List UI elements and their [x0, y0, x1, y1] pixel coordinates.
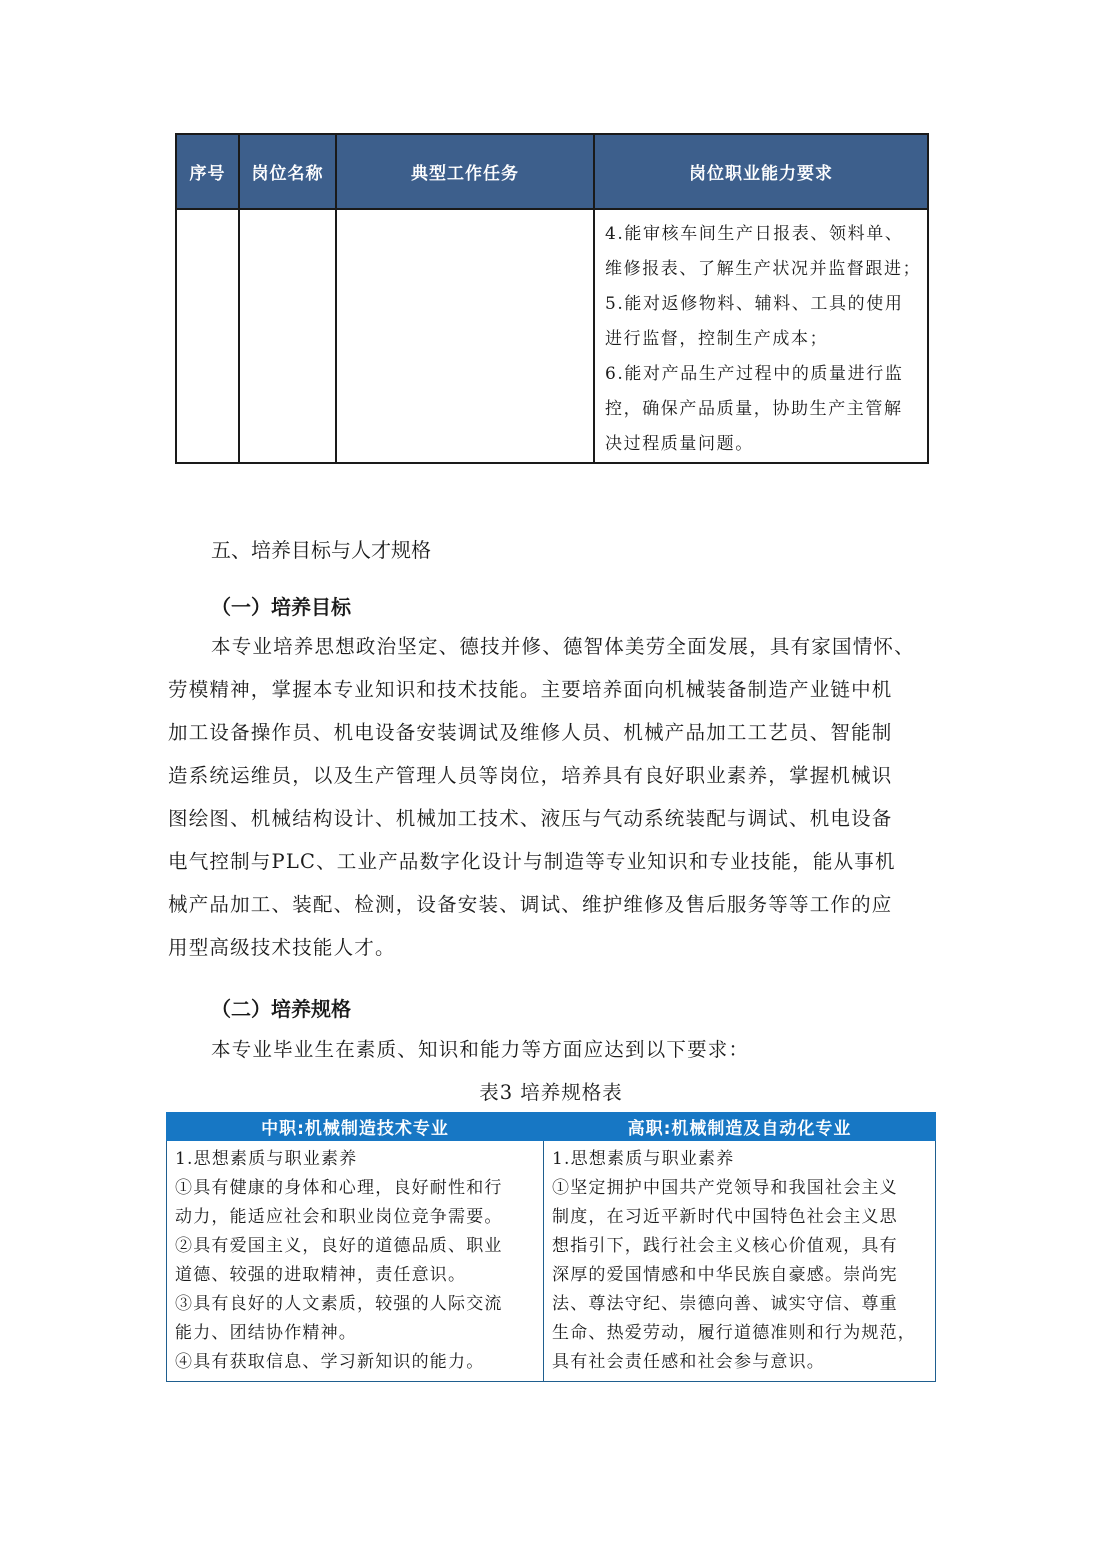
spec-line: 能力、团结协作精神。	[175, 1323, 357, 1343]
cell-number	[176, 209, 239, 463]
requirement-line: 决过程质量问题。	[605, 434, 754, 454]
spec-line: 法、尊法守纪、崇德向善、诚实守信、尊重	[552, 1294, 898, 1314]
spec-line: ①具有健康的身体和心理，良好耐性和行	[175, 1178, 503, 1198]
goal-heading: （一）培养目标	[211, 595, 351, 619]
goal-paragraph	[168, 625, 938, 969]
spec-line: 生命、热爱劳动，履行道德准则和行为规范，	[552, 1323, 916, 1343]
requirement-line: 5.能对返修物料、辅料、工具的使用	[605, 294, 904, 314]
col-header-higher: 高职:机械制造及自动化专业	[544, 1113, 936, 1141]
paragraph-line: 造系统运维员，以及生产管理人员等岗位，培养具有良好职业素养，掌握机械识	[168, 764, 893, 787]
col-header-position: 岗位名称	[239, 134, 336, 209]
col-header-requirements: 岗位职业能力要求	[594, 134, 928, 209]
requirement-line: 维修报表、了解生产状况并监督跟进；	[605, 259, 922, 279]
paragraph-line: 本专业培养思想政治坚定、德技并修、德智体美劳全面发展，具有家国情怀、	[211, 635, 915, 658]
table-header-row	[167, 1113, 936, 1141]
training-spec-table	[166, 1112, 936, 1382]
spec-line: 1.思想素质与职业素养	[552, 1149, 735, 1169]
spec-heading: （二）培养规格	[211, 997, 351, 1021]
paragraph-line: 劳模精神，掌握本专业知识和技术技能。主要培养面向机械装备制造产业链中机	[168, 678, 893, 701]
spec-line: 想指引下，践行社会主义核心价值观，具有	[552, 1236, 898, 1256]
spec-line: 制度，在习近平新时代中国特色社会主义思	[552, 1207, 898, 1227]
cell-position	[239, 209, 336, 463]
paragraph-line: 电气控制与PLC、工业产品数字化设计与制造等专业知识和专业技能，能从事机	[168, 850, 896, 873]
paragraph-line: 图绘图、机械结构设计、机械加工技术、液压与气动系统装配与调试、机电设备	[168, 807, 893, 830]
cell-secondary	[167, 1141, 544, 1382]
cell-requirements	[594, 209, 928, 463]
table-caption: 表3 培养规格表	[479, 1081, 623, 1104]
paragraph-line: 械产品加工、装配、检测，设备安装、调试、维护维修及售后服务等等工作的应	[168, 893, 893, 916]
spec-line: 具有社会责任感和社会参与意识。	[552, 1352, 825, 1372]
table-header-row	[176, 134, 928, 209]
table-row	[176, 209, 928, 463]
cell-higher	[544, 1141, 936, 1382]
requirement-line: 4.能审核车间生产日报表、领料单、	[605, 224, 904, 244]
spec-line: 动力，能适应社会和职业岗位竞争需要。	[175, 1207, 503, 1227]
paragraph-line: 加工设备操作员、机电设备安装调试及维修人员、机械产品加工工艺员、智能制	[168, 721, 893, 744]
cell-tasks	[336, 209, 594, 463]
col-header-secondary: 中职:机械制造技术专业	[167, 1113, 544, 1141]
section-title: 五、培养目标与人才规格	[211, 538, 431, 562]
spec-line: ③具有良好的人文素质，较强的人际交流	[175, 1294, 503, 1314]
spec-line: ②具有爱国主义，良好的道德品质、职业	[175, 1236, 503, 1256]
spec-line: 1.思想素质与职业素养	[175, 1149, 358, 1169]
requirement-line: 6.能对产品生产过程中的质量进行监	[605, 364, 904, 384]
spec-intro	[168, 1028, 938, 1071]
col-header-tasks: 典型工作任务	[336, 134, 594, 209]
job-requirements-table	[175, 133, 929, 464]
requirement-line: 进行监督，控制生产成本；	[605, 329, 829, 349]
spec-line: ④具有获取信息、学习新知识的能力。	[175, 1352, 485, 1372]
col-header-number: 序号	[176, 134, 239, 209]
paragraph-line: 用型高级技术技能人才。	[168, 936, 396, 959]
spec-line: 道德、较强的进取精神，责任意识。	[175, 1265, 467, 1285]
spec-line: ①坚定拥护中国共产党领导和我国社会主义	[552, 1178, 898, 1198]
spec-line: 深厚的爱国情感和中华民族自豪感。崇尚宪	[552, 1265, 898, 1285]
table-row	[167, 1141, 936, 1382]
requirement-line: 控，确保产品质量，协助生产主管解	[605, 399, 903, 419]
paragraph-line: 本专业毕业生在素质、知识和能力等方面应达到以下要求：	[211, 1038, 750, 1061]
